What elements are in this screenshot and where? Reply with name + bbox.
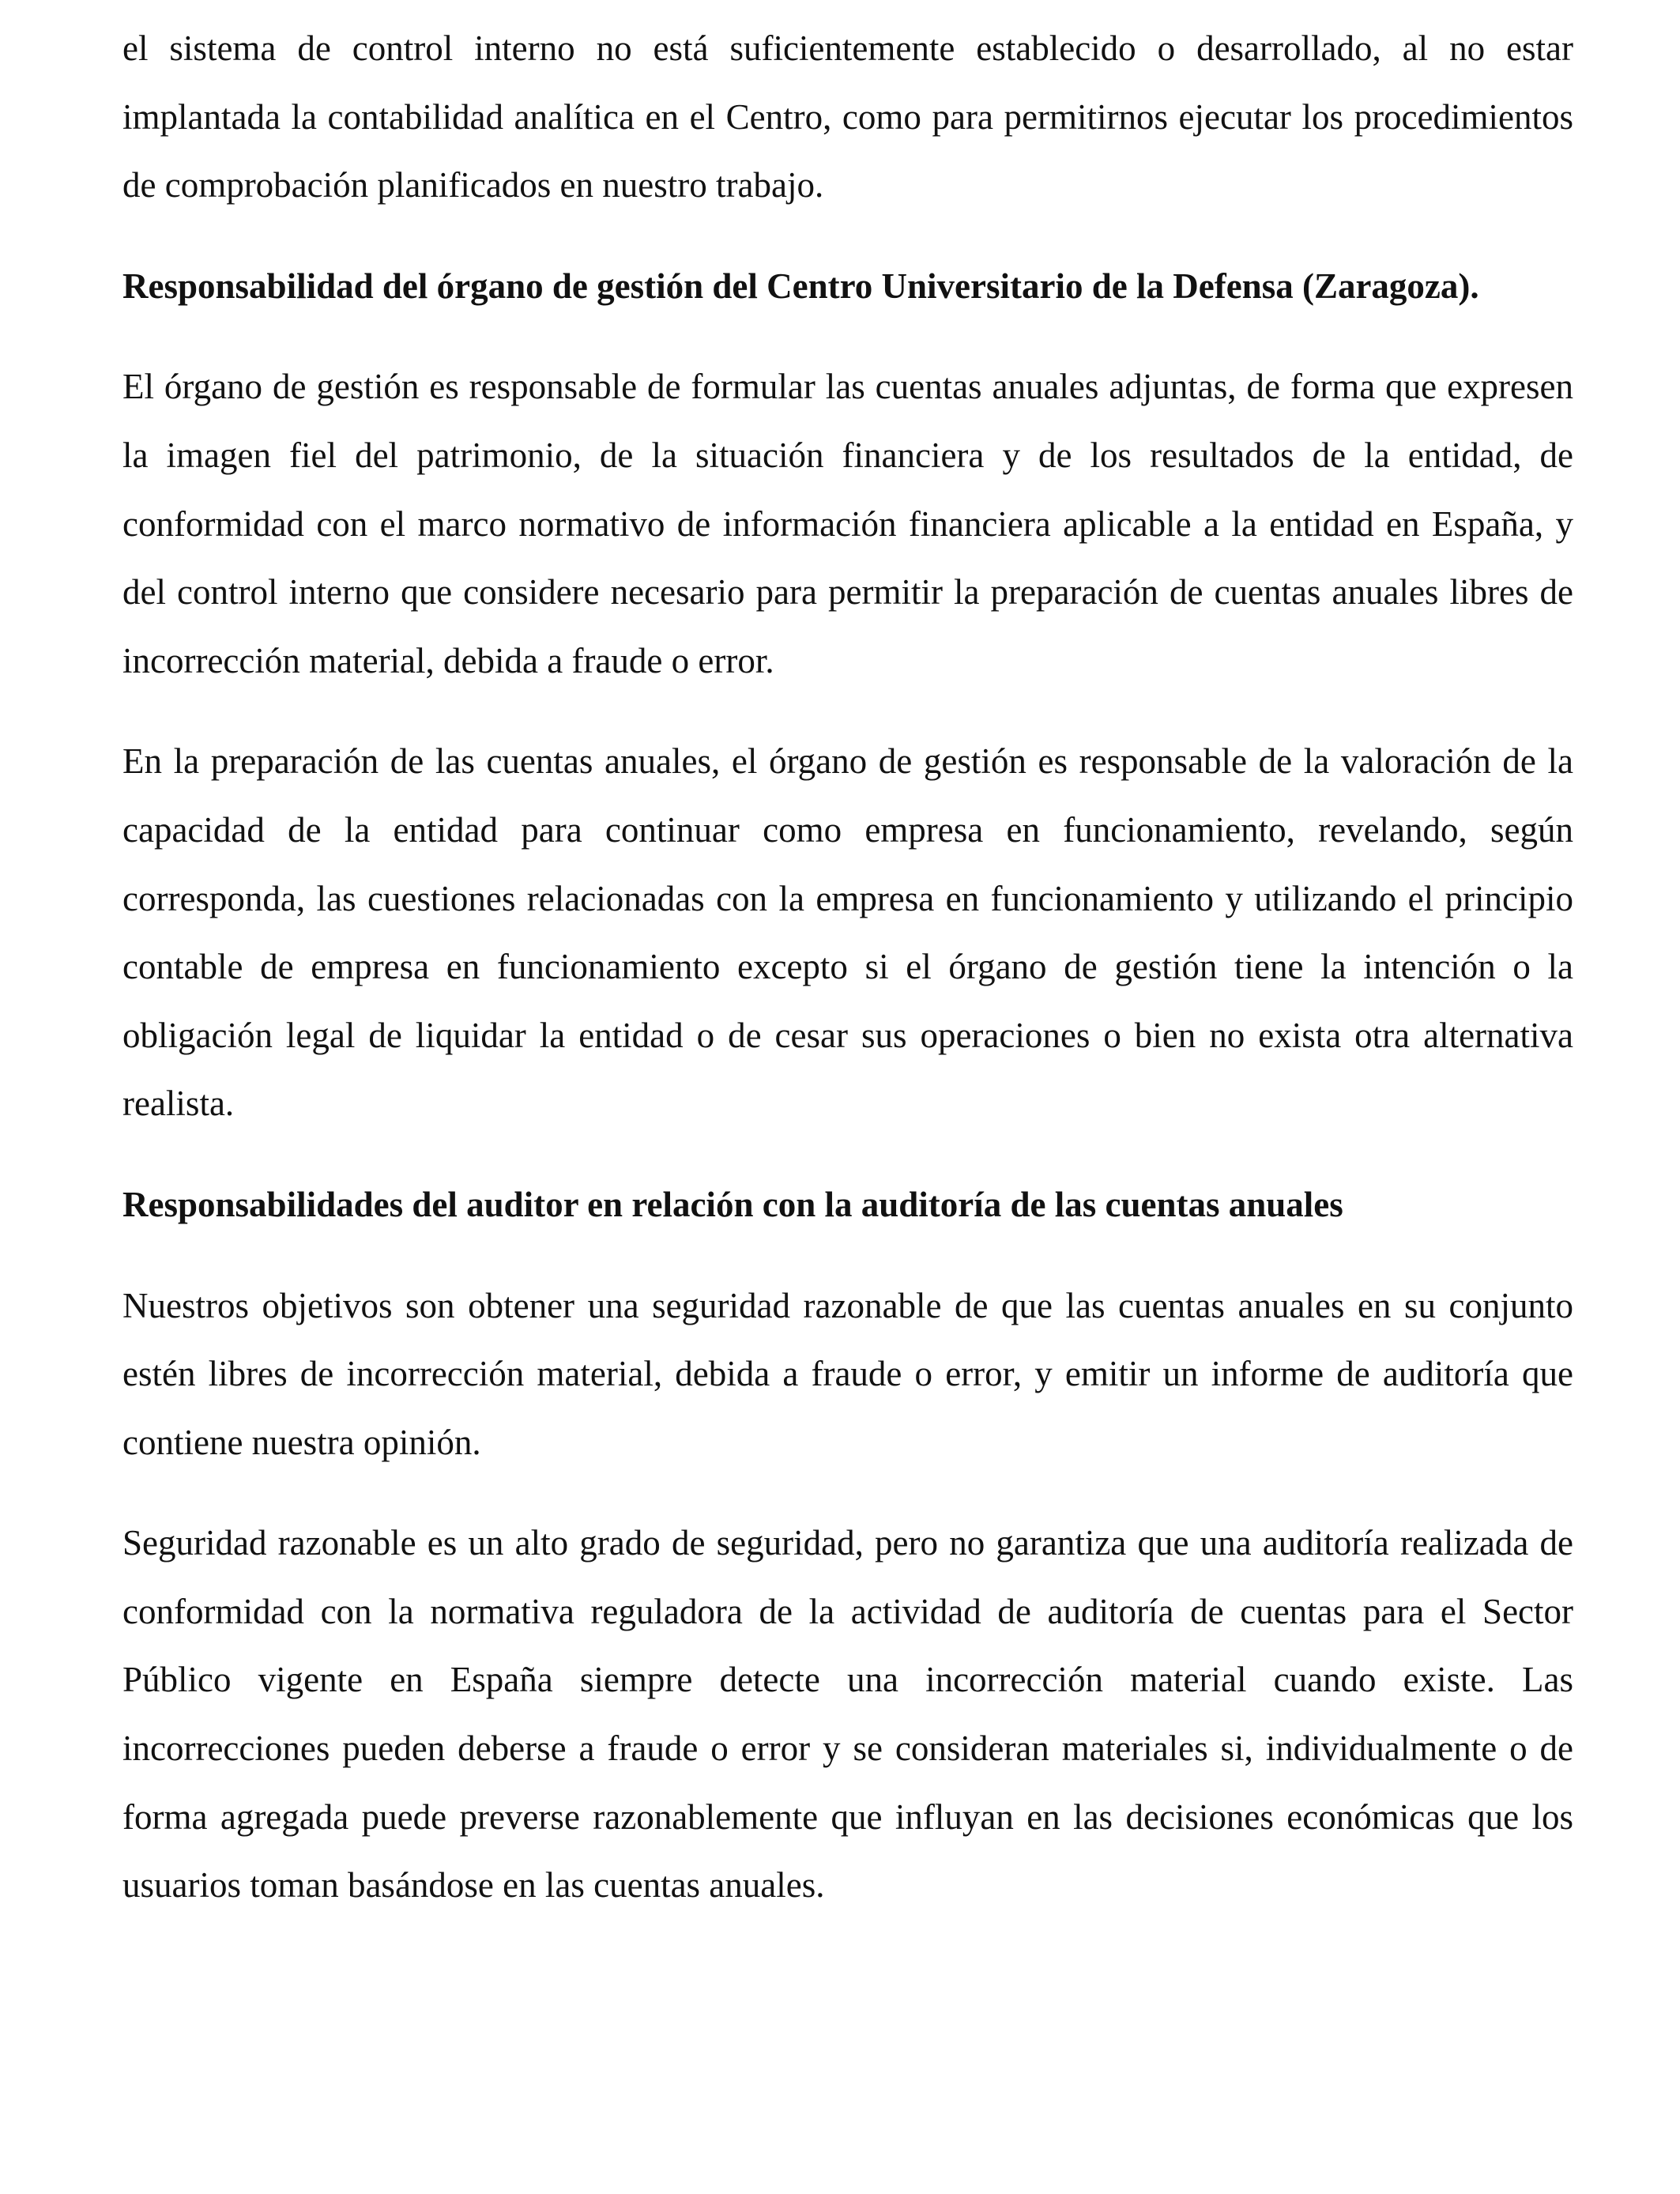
paragraph-going-concern: En la preparación de las cuentas anuales, el órgano de gestión es responsable de la valoración de la capacidad de la entidad para continuar como empresa en funcionamiento, revelando, según corresponda, las cuestiones relacionadas con la empresa en funcionamiento y utilizando el principio contable de empresa en funcionamiento excepto si el órgano de gestión tiene la intención o la obligación legal de liquidar la entidad o de cesar sus operaciones o bien no exista otra alternativa realista. <box>122 741 1573 1124</box>
heading-management-responsibility: Responsabilidad del órgano de gestión del Centro Universitario de la Defensa (Zaragoza). <box>122 266 1479 306</box>
heading-auditor-responsibility: Responsabilidades del auditor en relación con la auditoría de las cuentas anuales <box>122 1184 1343 1224</box>
paragraph-audit-objectives: Nuestros objetivos son obtener una seguridad razonable de que las cuentas anuales en su conjunto estén libres de incorrección material, debida a fraude o error, y emitir un informe de auditoría que contiene nuestra opinión. <box>122 1285 1573 1462</box>
paragraph-management-responsibility: El órgano de gestión es responsable de formular las cuentas anuales adjuntas, de forma que expresen la imagen fiel del patrimonio, de la situación financiera y de los resultados de la entidad, de conformidad con el marco normativo de información financiera aplicable a la entidad en España, y del control interno que considere necesario para permitir la preparación de cuentas anuales libres de incorrección material, debida a fraude o error. <box>122 367 1573 680</box>
paragraph-reasonable-assurance: Seguridad razonable es un alto grado de seguridad, pero no garantiza que una auditoría realizada de conformidad con la normativa reguladora de la actividad de auditoría de cuentas para el Sector Público vigente en España siempre detecte una incorrección material cuando existe. Las incorrecciones pueden deberse a fraude o error y se consideran materiales si, individualmente o de forma agregada puede preverse razonablemente que influyan en las decisiones económicas que los usuarios toman basándose en las cuentas anuales. <box>122 1523 1573 1906</box>
paragraph-internal-control: el sistema de control interno no está suficientemente establecido o desarrollado, al no estar implantada la contabilidad analítica en el Centro, como para permitirnos ejecutar los procedimientos de comprobación planificados en nuestro trabajo. <box>122 28 1573 205</box>
document-page <box>122 14 1573 1952</box>
